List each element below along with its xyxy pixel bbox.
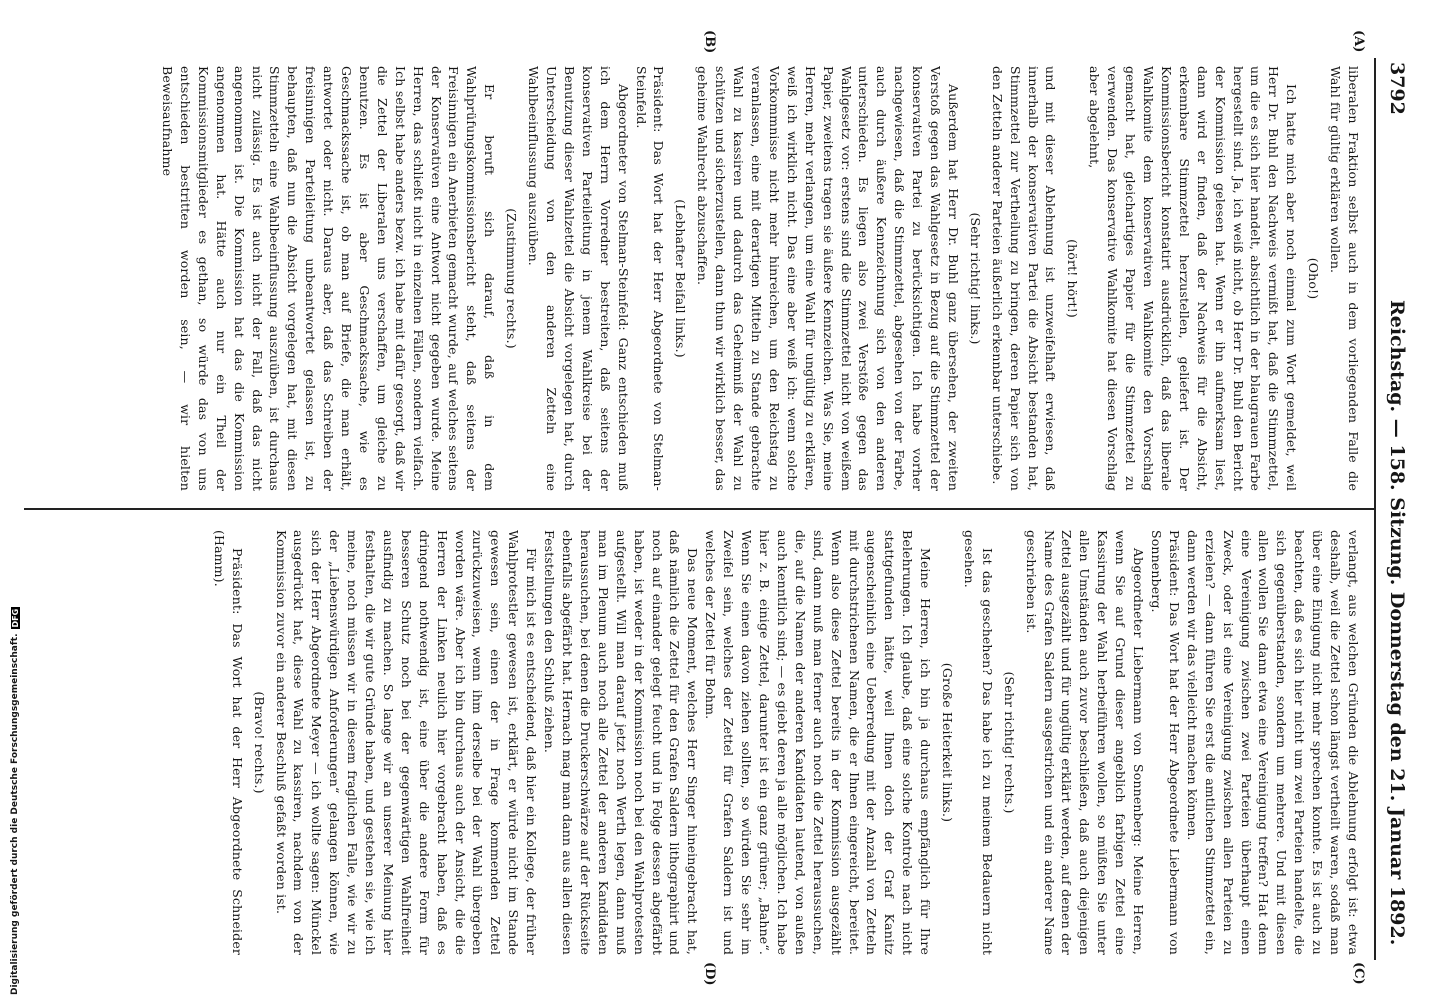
paragraph: verlangt, aus welchen Gründen die Ablehnung erfolgt ist: etwa deshalb, weil die Zettel schon längst vertheilt waren, sodaß man über eine Einigung nicht mehr sprechen konnte. Es ist auch zu beachten, daß es sich hier nicht um zwei Parteien handelte, die sich gegenüberstanden, sondern um mehrere. Und mit diesen allen wollen Sie dann etwa eine Vereinigung treffen? Hat denn eine Vereinigung zwischen zwei Parteien überhaupt einen Zweck, oder ist eine Vereinigung zwischen allen Parteien zu erzielen? — dann führen Sie erst die amtlichen Stimmzettel ein, dann werden wir das vielleicht machen können. bbox=[1184, 530, 1361, 955]
interjection: (hört! hört!) bbox=[1065, 239, 1081, 318]
interjection: (Zustimmung rechts.) bbox=[504, 208, 520, 349]
paragraph: liberalen Fraktion selbst auch in dem vorliegenden Falle die Wahl für gültig erklären wollen. bbox=[1328, 66, 1361, 491]
left-column bbox=[27, 66, 1362, 491]
paragraph: Er beruft sich darauf, daß in dem Wahlprüfungskommissionsbericht steht, daß seitens der Freisinnigen ein Anerbieten gemacht wurde, auf welches seitens der Konservativen eine Antwort nicht gegeben wurde. Meine Herren, das schließt nicht in einzelnen Fällen, sondern vielfach. Ich selbst habe anders bezw. ich habe mit dafür gesorgt, daß wir die Zettel der Liberalen uns verschaffen, um gleiche zu benutzen. Es ist aber Geschmackssache, wie es Geschmackssache ist, ob man auf Briefe, die man erhält, antwortet oder nicht. Daraus aber, daß das Schreiben der freisinnigen Parteileitung unbeantwortet gelassen ist, zu behaupten, daß nun die Absicht vorgelegen hat, mit diesen Stimmzetteln eine Wahlbeeinflussung auszuüben, ist durchaus nicht zulässig. Es ist auch nicht der Fall, daß das nicht angenommen ist. Die Kommission hat das die Kommission angenommen hat. Hätte auch nur ein Theil der Kommissionsmitglieder es gethan, so würde das von uns entschieden bestritten worden sein, — wir hielten Beweisaufnahme bbox=[160, 66, 498, 491]
paragraph: Abgeordneter von Stelman-Steinfeld: Ganz entschieden muß ich dem Herrn Vorredner bestreiten, daß seitens der konservativen Parteileitung in jenem Wahlkreise bei der Benutzung dieser Wahlzettel die Absicht vorgelegen hat, durch Unterscheidung von den anderen Zetteln eine Wahlbeeinflussung auszuüben. bbox=[526, 66, 631, 491]
interjection: (Lebhafter Beifall links.) bbox=[673, 199, 689, 358]
interjection: (Sehr richtig! links.) bbox=[967, 212, 983, 345]
paragraph: Präsident: Das Wort hat der Herr Abgeordnete Schneider (Hamm). bbox=[211, 530, 245, 955]
paragraph: und mit dieser Ablehnung ist unzweifelhaft erwiesen, daß innerhalb der konservativen Partei die Absicht bestanden hat, Stimmzettel zur Vertheilung zu bringen, deren Papier sich von den Zetteln anderer Parteien äußerlich erkennbar unterschiebe. bbox=[989, 66, 1059, 491]
paragraph: Präsident: Das Wort hat der Herr Abgeordnete von Stelman-Steinfeld. bbox=[633, 66, 667, 491]
interjection: (Bravo! rechts.) bbox=[251, 691, 267, 794]
margin-marker-c: (C) bbox=[1351, 962, 1366, 985]
paragraph: Abgeordneter Liebermann von Sonnenberg: Meine Herren, wenn Sie auf Grund dieser angeblich farbigen Zettel eine Kassirung der Wahl herbeiführen wollen, so müßten Sie unter allen Umständen auch zuvor beschließen, daß auch diejenigen Zettel ausgezählt und für ungültig erklärt werden, auf denen der Name des Grafen Saldern ausgestrichen und ein anderer Name geschrieben ist. bbox=[1023, 530, 1147, 955]
paragraph: Für mich ist es entscheidend, daß hier ein Kollege, der früher Wahlprotestler gewesen ist, erklärt, er würde nicht im Stande gewesen sein, einen der in Frage kommenden Zettel zurückzuweisen, wenn ihm derselbe bei der Wahl übergeben worden wäre. Aber ich bin durchaus auch der Ansicht, die die Herren der Linken neulich hier vorgebracht haben, daß es dringend nothwendig ist, eine über die andere Form für besseren Schutz noch bei der gegenwärtigen Wahlfreiheit ausfindig zu machen. So lange wir an unserer Meinung hier festhalten, die wir gute Gründe haben, und gestehen sie, wie ich meine, noch müssen wir in diesem fraglichen Falle, wie wir zu der „Liebenswürdigen Anforderungen“ gelangen können, wie sich der Herr Abgeordnete Meyer — ich wollte sagen: Münckel ausgedrückt hat, diese Wahl zu kassiren, nachdem von der Kommission zuvor ein anderer Beschluß gefaßt worden ist. bbox=[273, 530, 540, 955]
paragraph: Das neue Moment, welches Herr Singer hineingebracht hat, daß nämlich die Zettel für den Grafen Saldern lithographirt und noch auf einander gelegt feucht und in Folge dessen abgefärbt haben, ist weder in der Kommission noch bei den Wahlprotesten aufgestellt. Will man darauf jetzt noch Werth legen, dann muß man im Plenum auch noch alle Zettel der anderen Kandidaten heraussuchen, bei denen die Druckerschwärze auf der Rückseite ebenfalls abgefärbt hat. Hernach mag man dann aus allen diesen Feststellungen den Schluß ziehen. bbox=[542, 530, 701, 955]
page-number: 3792 bbox=[1386, 62, 1408, 115]
footer-area bbox=[8, 585, 22, 995]
margin-marker-a: (A) bbox=[1351, 30, 1366, 53]
paragraph: Präsident: Das Wort hat der Herr Abgeordnete Liebermann von Sonnenberg. bbox=[1149, 530, 1182, 955]
right-column bbox=[27, 530, 1362, 955]
interjection: (Oho!) bbox=[1306, 257, 1322, 300]
interjection: (Sehr richtig! rechts.) bbox=[1001, 671, 1017, 814]
paragraph: Meine Herren, ich bin ja durchaus empfänglich für Ihre Belehrungen. Ich glaube, daß eine solche Kontrole nach nicht stattgefunden hätte, weil Ihnen doch der Graf Kanitz augenscheinlich eine Ueberredung mit der Anzahl von Zetteln mit durchstrichenen Namen, die er Ihnen eingereicht, bereitet. Wenn also diese Zettel bereits in der Kommission ausgezählt sind, dann muß man ferner auch noch die Zettel heraussuchen, die, auf die Namen der anderen Kandidaten lautend, von außen auch kenntlich sind; — es giebt deren ja alle möglichen. Ich habe hier z. B. einige Zettel, darunter ist ein ganz grüner; „Bahne“. Wenn Sie einen davon ziehen sollten, so würden Sie sehr im Zweifel sein, welches der Zettel für Grafen Saldern ist und welches der Zettel für Bohm. bbox=[703, 530, 934, 955]
paragraph: Ich hatte mich aber noch einmal zum Wort gemeldet, weil Herr Dr. Buhl den Nachweis vermißt hat, daß die Stimmzettel, um die es sich hier handelt, absichtlich in der blaugrauen Farbe hergestellt sind. Ja, ich weiß nicht, ob Herr Dr. Buhl den Bericht der Kommission gelesen hat. Wenn er ihn aufmerksam liest, dann wird er finden, daß der Nachweis für die Absicht, erkennbare Stimmzettel herzustellen, geliefert ist. Der Kommissionsbericht konstatirt ausdrücklich, daß das liberale Wahlkomite dem konservativen Wahlkomite den Vorschlag gemacht hat, gleichartiges Papier für die Stimmzettel zu verwenden. Das konservative Wahlkomite hat diesen Vorschlag aber abgelehnt, bbox=[1087, 66, 1300, 491]
dfg-logo: DFG bbox=[10, 608, 20, 628]
paragraph: Außerdem hat Herr Dr. Buhl ganz übersehen, der zweiten Verstoß gegen das Wahlgesetz in Bezug auf die Stimmzettel der konservativen Partei zu berücksichtigen. Ich habe vorher nachgewiesen, daß die Stimmzettel, abgesehen von der Farbe, auch durch äußere Kennzeichnung sich von den anderen unterschieden. Es liegen also zwei Verstöße gegen das Wahlgesetz vor: erstens sind die Stimmzettel nicht von weißem Papier, zweitens tragen sie äußere Kennzeichen. Was Sie, meine Herren, mehr verlangen, um eine Wahl für ungültig zu erklären, weiß ich wirklich nicht. Das eine aber weiß ich: wenn solche Vorkommnisse nicht mehr hinreichen, um den Reichstag zu veranlassen, eine mit derartigen Mitteln zu Stande gebrachte Wahl zu kassiren und dadurch das Geheimniß der Wahl zu schützen und sicherzustellen, dann thun wir wirklich besser, das geheime Wahlrecht abzuschaffen. bbox=[695, 66, 961, 491]
margin-marker-d: (D) bbox=[702, 962, 717, 986]
page-header-title: Reichstag. — 158. Sitzung. Donnerstag den 21. Januar 1892. bbox=[1386, 300, 1408, 946]
footer-text: Digitalisierung gefördert durch die Deutsche Forschungsgemeinschaft. bbox=[10, 633, 20, 995]
header-rule bbox=[1374, 58, 1376, 960]
paragraph: Ist das geschehen? Das habe ich zu meinem Bedauern nicht gesehen. bbox=[961, 530, 995, 955]
interjection: (Große Heiterkeit links.) bbox=[940, 662, 956, 823]
column-divider bbox=[24, 508, 1374, 510]
margin-marker-b: (B) bbox=[702, 30, 717, 54]
